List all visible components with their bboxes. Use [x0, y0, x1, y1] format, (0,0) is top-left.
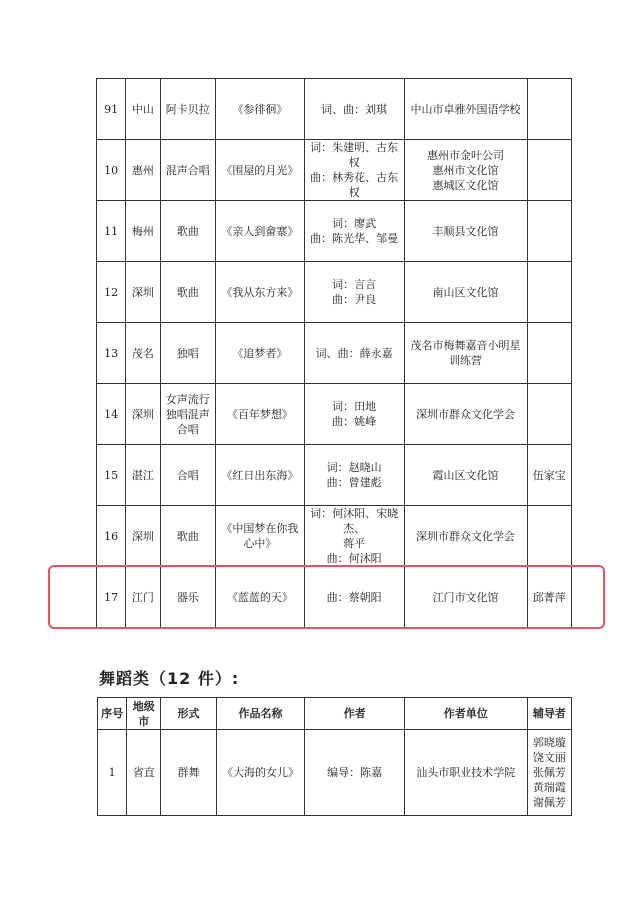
row-highlight-box	[48, 565, 605, 629]
cell-author-line: 蒋平	[343, 537, 366, 550]
cell-tutor	[527, 506, 571, 567]
cell-author	[304, 140, 404, 201]
cell-author-line: 曲：尹良	[332, 293, 377, 306]
cell-form-line: 独唱	[176, 346, 199, 360]
cell-author-line: 曲：蔡朝阳	[326, 590, 382, 604]
cell-title-line: 《中国梦在你我	[221, 522, 299, 535]
cell-city: 中山	[126, 79, 160, 140]
cell-unit-line: 江门市文化馆	[432, 590, 499, 604]
cell-no: 14	[97, 384, 126, 445]
table-row	[97, 79, 572, 140]
cell-unit-line: 南山区文化馆	[432, 285, 499, 299]
cell-title	[215, 384, 304, 445]
cell-author	[304, 445, 404, 506]
cell-form	[160, 201, 215, 262]
cell-no: 91	[97, 79, 126, 140]
cell-author	[305, 730, 405, 816]
cell-form	[160, 506, 215, 567]
cell-unit	[404, 506, 527, 567]
cell-tutor	[527, 445, 571, 506]
cell-title	[215, 445, 304, 506]
cell-unit-line: 深圳市群众文化学会	[416, 407, 516, 421]
header-form: 形式	[161, 698, 216, 730]
cell-city: 梅州	[126, 201, 160, 262]
cell-author	[304, 201, 404, 262]
cell-tutor	[527, 140, 571, 201]
cell-city: 江门	[126, 567, 160, 628]
cell-form-line: 合唱	[176, 468, 199, 482]
cell-city: 惠州	[126, 140, 160, 201]
cell-title-line: 《我从东方来》	[221, 285, 299, 299]
cell-form-line: 器乐	[176, 590, 199, 604]
cell-form-line: 歌曲	[176, 285, 199, 299]
cell-title-line: 《红日出东海》	[221, 468, 299, 482]
cell-title-line: 《蓝蓝的天》	[226, 590, 293, 604]
music-works-table-body	[97, 79, 572, 628]
cell-no: 10	[97, 140, 126, 201]
cell-unit	[404, 323, 527, 384]
cell-title-line: 《参徘徊》	[232, 102, 288, 116]
cell-form	[160, 262, 215, 323]
dance-works-table-body	[98, 730, 572, 816]
cell-no: 13	[97, 323, 126, 384]
cell-form-line: 合唱	[176, 422, 199, 436]
header-no: 序号	[98, 698, 127, 730]
cell-unit	[404, 445, 527, 506]
cell-tutor-line: 饶文丽	[532, 751, 566, 764]
cell-city: 湛江	[126, 445, 160, 506]
cell-title	[216, 730, 305, 816]
dance-table-header-row	[98, 698, 572, 730]
cell-author-line: 词、曲：薛永嘉	[315, 346, 393, 360]
cell-title-line: 《追梦者》	[232, 346, 288, 360]
cell-tutor-line: 郭晓璇	[532, 736, 566, 749]
cell-tutor-line: 邱菁萍	[532, 590, 566, 604]
cell-unit-line: 汕头市职业技术学院	[416, 766, 516, 779]
cell-no: 16	[97, 506, 126, 567]
cell-form-line: 女声流行	[165, 392, 210, 406]
cell-no: 11	[97, 201, 126, 262]
cell-form	[160, 384, 215, 445]
cell-author-line: 词：言言	[332, 278, 377, 291]
cell-unit	[404, 730, 527, 816]
cell-title	[215, 506, 304, 567]
cell-tutor-line: 张佩芳	[532, 766, 566, 779]
cell-title	[215, 201, 304, 262]
cell-no: 17	[97, 567, 126, 628]
table-row	[97, 445, 572, 506]
cell-unit	[404, 384, 527, 445]
cell-author	[304, 262, 404, 323]
cell-tutor-line: 谢佩芳	[532, 796, 566, 809]
cell-title-line: 《大海的女儿》	[221, 766, 299, 779]
cell-city: 茂名	[126, 323, 160, 384]
cell-city: 深圳	[126, 506, 160, 567]
cell-tutor	[527, 384, 571, 445]
cell-author-line: 词：朱建明、古东权	[310, 141, 399, 169]
cell-author-line: 编导：陈嘉	[327, 766, 383, 779]
cell-tutor	[527, 323, 571, 384]
cell-author-line: 词、曲：刘琪	[321, 102, 388, 116]
cell-unit-line: 霞山区文化馆	[432, 468, 499, 482]
cell-no: 1	[98, 730, 127, 816]
cell-tutor	[527, 79, 571, 140]
table-row	[97, 506, 572, 567]
cell-unit-line: 惠城区文化馆	[432, 178, 499, 192]
cell-form-line: 混声合唱	[165, 163, 210, 177]
header-tutor: 辅导者	[527, 698, 571, 730]
cell-no: 15	[97, 445, 126, 506]
cell-unit-line: 训练营	[449, 354, 483, 367]
cell-title	[215, 140, 304, 201]
cell-unit	[404, 79, 527, 140]
cell-author-line: 词：田地	[332, 400, 377, 413]
table-row	[97, 262, 572, 323]
cell-form-line: 独唱混声	[165, 407, 210, 421]
cell-unit	[404, 201, 527, 262]
dance-works-table	[97, 697, 572, 816]
cell-author	[304, 506, 404, 567]
cell-title	[215, 79, 304, 140]
cell-form-line: 歌曲	[176, 224, 199, 238]
cell-unit-line: 茂名市梅舞嘉音小明星	[410, 339, 521, 352]
cell-form	[161, 730, 216, 816]
cell-author-line: 曲：曾建彪	[326, 476, 382, 489]
music-works-table	[96, 78, 572, 628]
cell-form-line: 阿卡贝拉	[165, 102, 210, 116]
header-title: 作品名称	[216, 698, 305, 730]
cell-form-line: 歌曲	[176, 529, 199, 543]
table-row	[98, 730, 572, 816]
cell-form-line: 群舞	[177, 766, 200, 779]
cell-author-line: 曲：林秀花、古东权	[310, 171, 399, 199]
cell-author-line: 曲：姚峰	[332, 415, 377, 428]
table-row	[97, 323, 572, 384]
cell-tutor	[527, 201, 571, 262]
header-city: 地级市	[127, 698, 161, 730]
cell-form	[160, 140, 215, 201]
cell-unit	[404, 140, 527, 201]
cell-title	[215, 262, 304, 323]
cell-tutor	[527, 730, 571, 816]
cell-form	[160, 323, 215, 384]
cell-author	[304, 79, 404, 140]
dance-section-title: 舞蹈类（12 件）:	[99, 669, 240, 688]
cell-tutor-line: 黄瑞霞	[532, 781, 566, 794]
cell-author-line: 词：何沐阳、宋晓杰、	[310, 507, 399, 535]
cell-no: 12	[97, 262, 126, 323]
cell-author-line: 曲：陈光华、邹曼	[310, 232, 399, 245]
cell-tutor-line: 伍家宝	[532, 468, 566, 482]
cell-unit-line: 惠州市金叶公司	[427, 148, 505, 162]
cell-form	[160, 445, 215, 506]
cell-unit-line: 丰顺县文化馆	[432, 224, 499, 238]
cell-title-line: 《亲人到畲寨》	[221, 224, 299, 238]
cell-city: 深圳	[126, 384, 160, 445]
cell-unit-line: 惠州市文化馆	[432, 163, 499, 177]
cell-unit-line: 深圳市群众文化学会	[416, 529, 516, 543]
cell-author-line: 词：廖武	[332, 217, 377, 230]
header-unit: 作者单位	[404, 698, 527, 730]
table-row	[97, 140, 572, 201]
cell-unit	[404, 262, 527, 323]
cell-title	[215, 323, 304, 384]
cell-title-line: 《百年梦想》	[226, 407, 293, 421]
cell-author-line: 词：赵晓山	[326, 461, 382, 474]
header-author: 作者	[305, 698, 405, 730]
cell-form	[160, 79, 215, 140]
cell-author-line: 曲：何沐阳	[326, 552, 382, 565]
cell-city: 省直	[127, 730, 161, 816]
cell-author	[304, 323, 404, 384]
cell-unit-line: 中山市卓雅外国语学校	[410, 102, 521, 116]
cell-title-line: 心中》	[243, 537, 277, 550]
table-row	[97, 384, 572, 445]
cell-tutor	[527, 262, 571, 323]
cell-title-line: 《围屋的月光》	[221, 163, 299, 177]
cell-city: 深圳	[126, 262, 160, 323]
cell-author	[304, 384, 404, 445]
table-row	[97, 201, 572, 262]
